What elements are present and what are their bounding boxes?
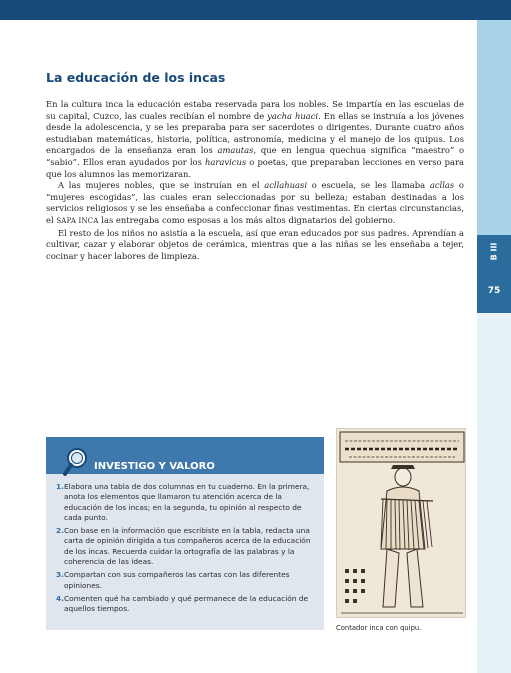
figure-caption: Contador inca con quipu. (336, 624, 422, 632)
activity-item: 1. Elabora una tabla de dos columnas en tu cuaderno. En la primera, anota los elementos que llamaron tu atención acerca de la educación de los incas; en la segunda, tu opinión al respecto de cada punto. (56, 482, 310, 522)
top-banner (0, 0, 511, 20)
block-label: B III (489, 242, 499, 261)
body-text (46, 99, 464, 262)
activity-item: 2. Con base en la información que escribiste en la tabla, redacta una carta de opinión dirigida a tus compañeros acerca de la educación de los incas. Recuerda cuidar la ortografía de las palabras y la coherencia de las ideas. (56, 526, 311, 567)
paragraph-3: El resto de los niños no asistía a la escuela, así que eran educados por sus padres. Aprendían a cultivar, cazar y elaborar objetos de cerámica, mientras que a las niñas se les enseñaba a tejer, cocinar y hacer labores de limpieza. (46, 227, 464, 261)
paragraph-1: En la cultura inca la educación estaba reservada para los nobles. Se impartía en las escuelas de su capital, Cuzco, las cuales recibían el nombre de yacha huaci. En ellas se instruía a los jóvenes desde la adolescencia, y se les preparaba para ser sacerdotes o dirigentes. Durante cuatro años estudiaban matemáticas, historia, política, astronomía, medicina y el manejo de los quipus. Los encargados de la enseñanza eran los amautas, que en lengua quechua significa “maestro” o “sabio”. Ellos eran ayudados por los haravicus o poetas, que preparaban lecciones en verso para que los alumnos las memorizaran. (46, 99, 464, 179)
side-tab-light (477, 20, 511, 235)
page-number: 75 (487, 286, 501, 296)
activity-title: INVESTIGO Y VALORO (94, 461, 215, 472)
activity-item: 3. Compartan con sus compañeros las cartas con las diferentes opiniones. (56, 570, 290, 590)
quipu-drawing (337, 429, 466, 618)
activity-list (56, 482, 318, 618)
paragraph-2: A las mujeres nobles, que se instruían en el acllahuasi o escuela, se les llamaba acllas o “mujeres escogidas”, las cuales eran seleccionadas por su belleza; estaban destinadas a los servicios religiosos y se les enseñaba a confeccionar finas vestimentas. En ciertas circunstancias, el SAPA INCA las entregaba como esposas a los más altos dignatarios del gobierno. (46, 180, 464, 225)
quipu-illustration (336, 428, 466, 618)
section-title: La educación de los incas (46, 70, 226, 85)
activity-item: 4. Comenten qué ha cambiado y qué permanece de la educación de aquellos tiempos. (56, 593, 309, 614)
magnifier-icon (62, 447, 88, 477)
